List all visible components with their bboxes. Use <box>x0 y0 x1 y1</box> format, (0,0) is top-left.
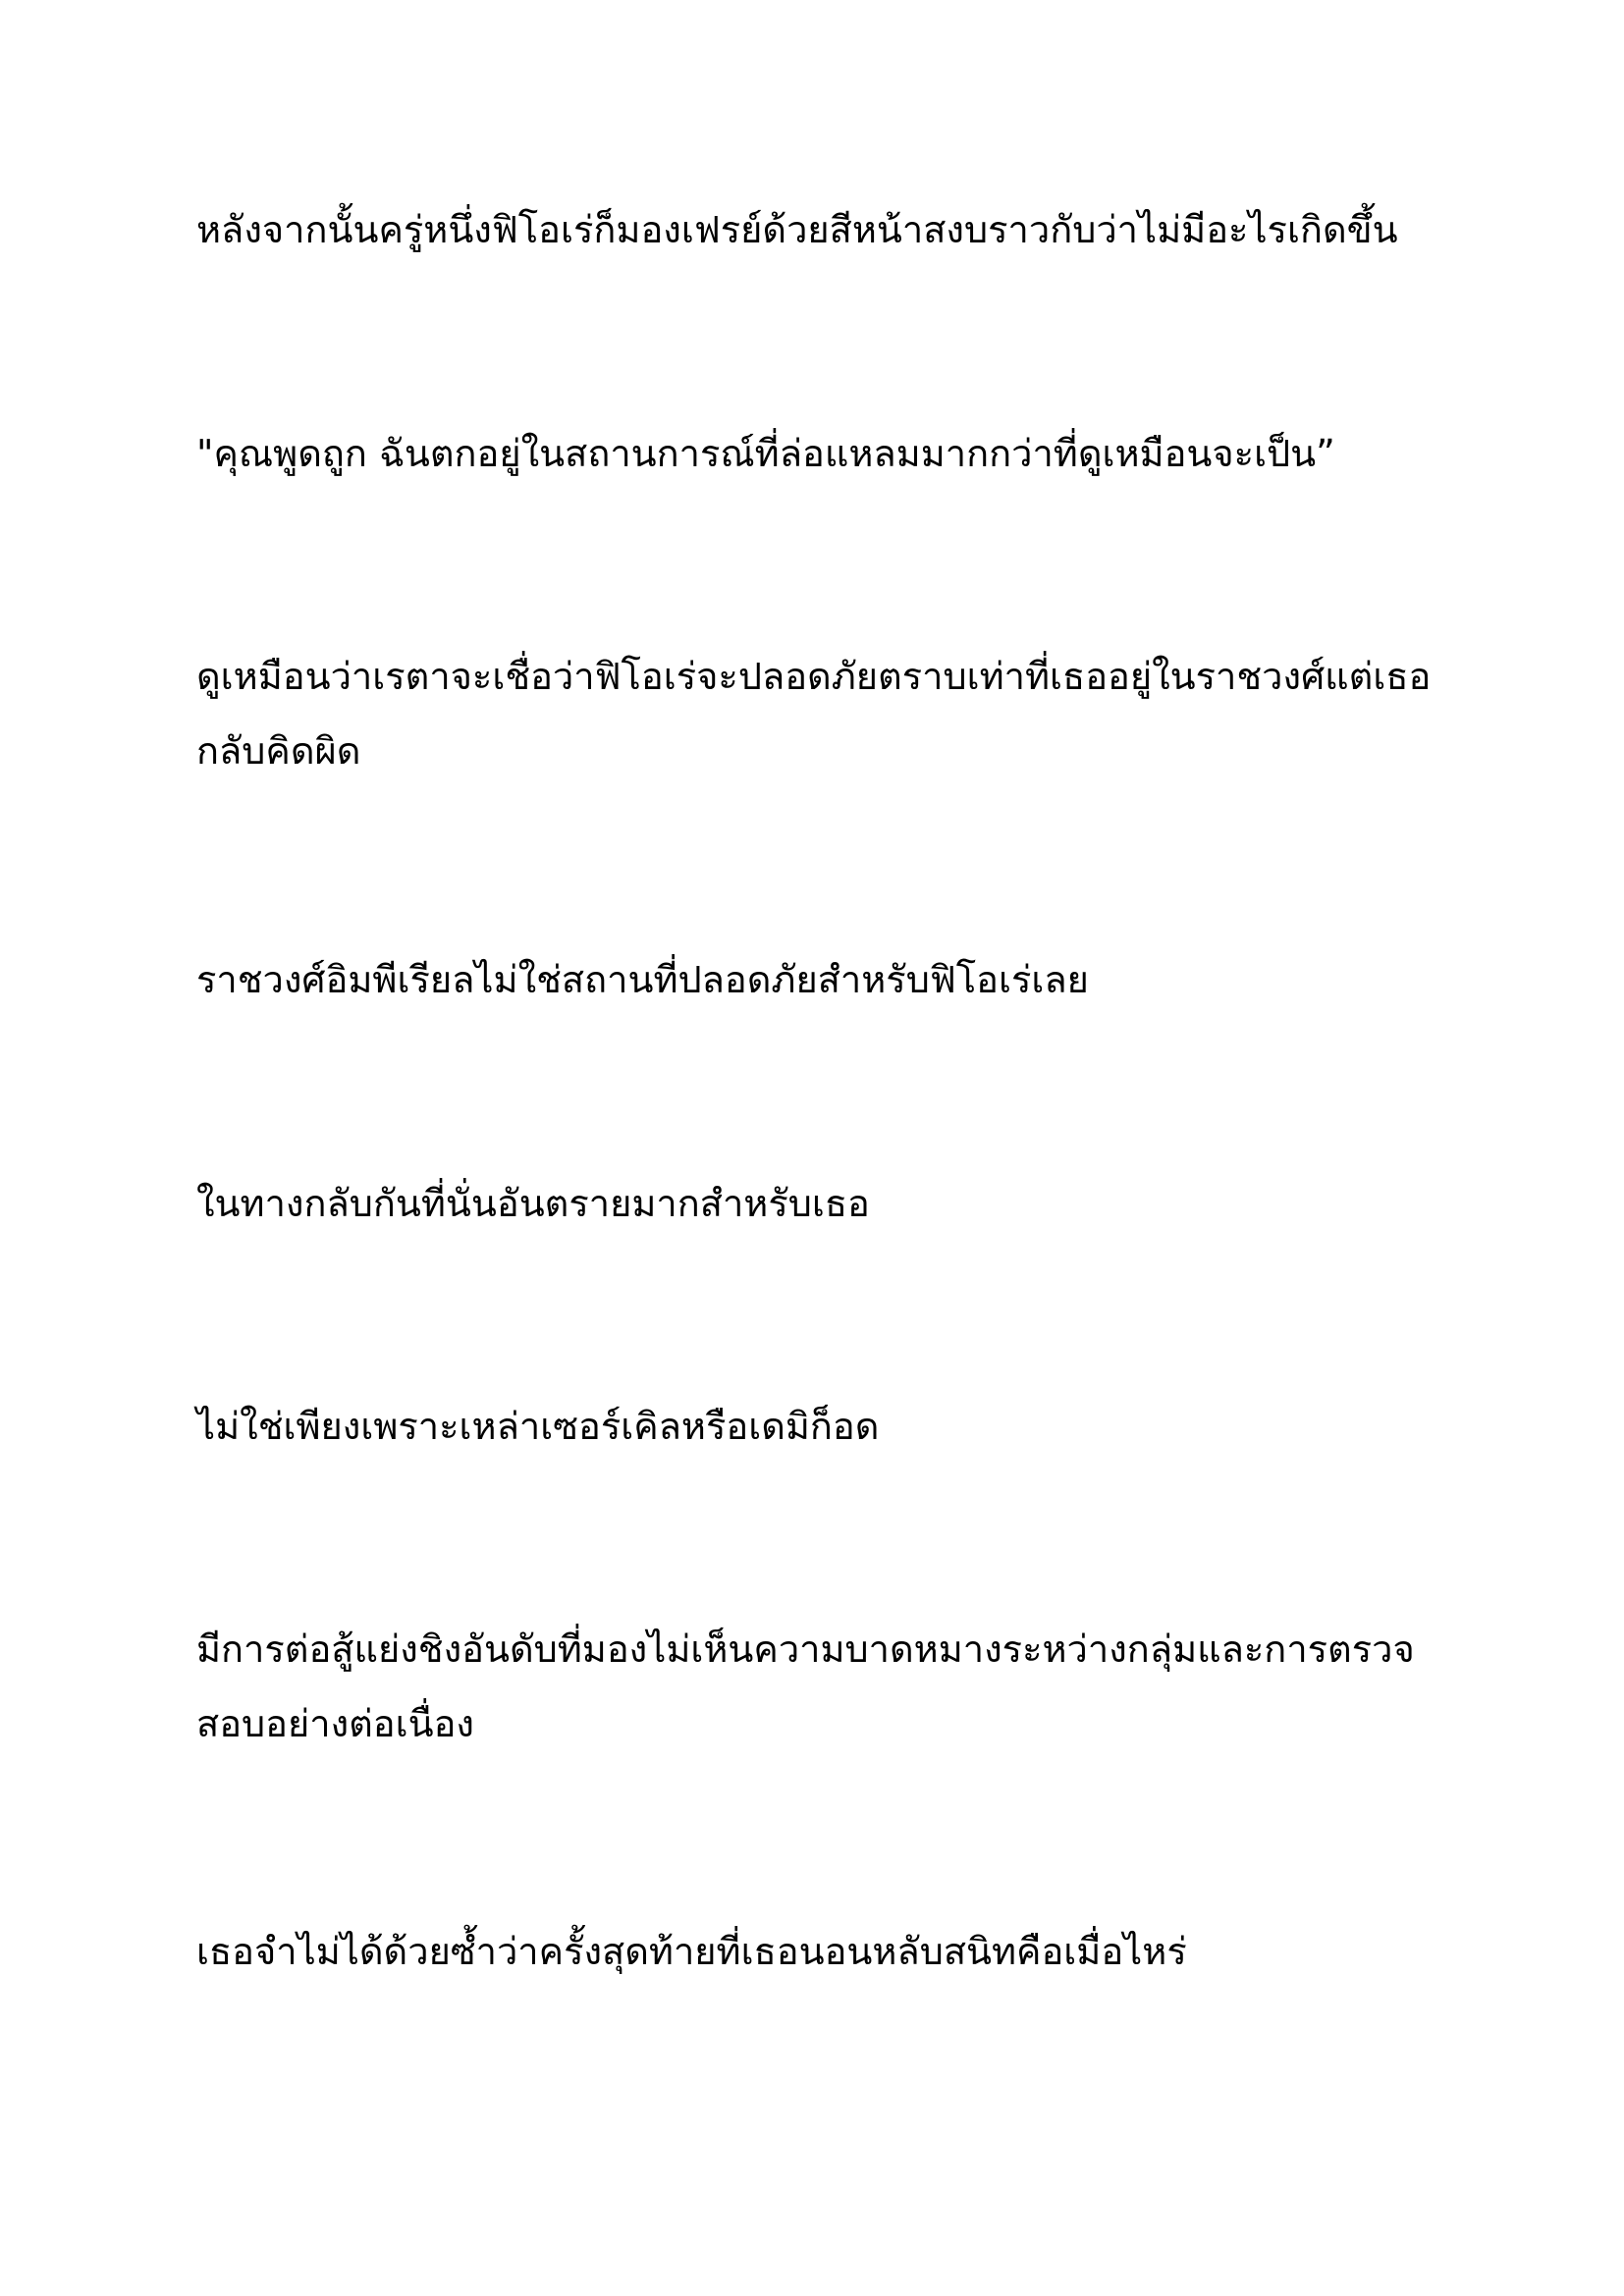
paragraph: ในทางกลับกันที่นั่นอันตรายมากสำหรับเธอ <box>196 1182 870 1225</box>
paragraph: ไม่ใช่เพียงเพราะเหล่าเซอร์เคิลหรือเดมิก็อด <box>196 1405 880 1448</box>
paragraph: หลังจากนั้นครู่หนึ่งฟิโอเร่ก็มองเฟรย์ด้วยสีหน้าสงบราวกับว่าไม่มีอะไรเกิดขึ้น <box>196 208 1398 251</box>
paragraph: "คุณพูดถูก ฉันตกอยู่ในสถานการณ์ที่ล่อแหลมมากกว่าที่ดูเหมือนจะเป็น” <box>196 432 1335 475</box>
paragraph: มีการต่อสู้แย่งชิงอันดับที่มองไม่เห็นความบาดหมางระหว่างกลุ่มและการตรวจสอบอย่างต่อเนื่อง <box>196 1628 1415 1745</box>
paragraph: ราชวงศ์อิมพีเรียลไม่ใช่สถานที่ปลอดภัยสำหรับฟิโอเร่เลย <box>196 958 1089 1001</box>
paragraph: เธอจำไม่ได้ด้วยซ้ำว่าครั้งสุดท้ายที่เธอนอนหลับสนิทคือเมื่อไหร่ <box>196 1930 1187 1973</box>
paragraph: ดูเหมือนว่าเรตาจะเชื่อว่าฟิโอเร่จะปลอดภัยตราบเท่าที่เธออยู่ในราชวงศ์แต่เธอกลับคิดผิด <box>196 655 1432 773</box>
